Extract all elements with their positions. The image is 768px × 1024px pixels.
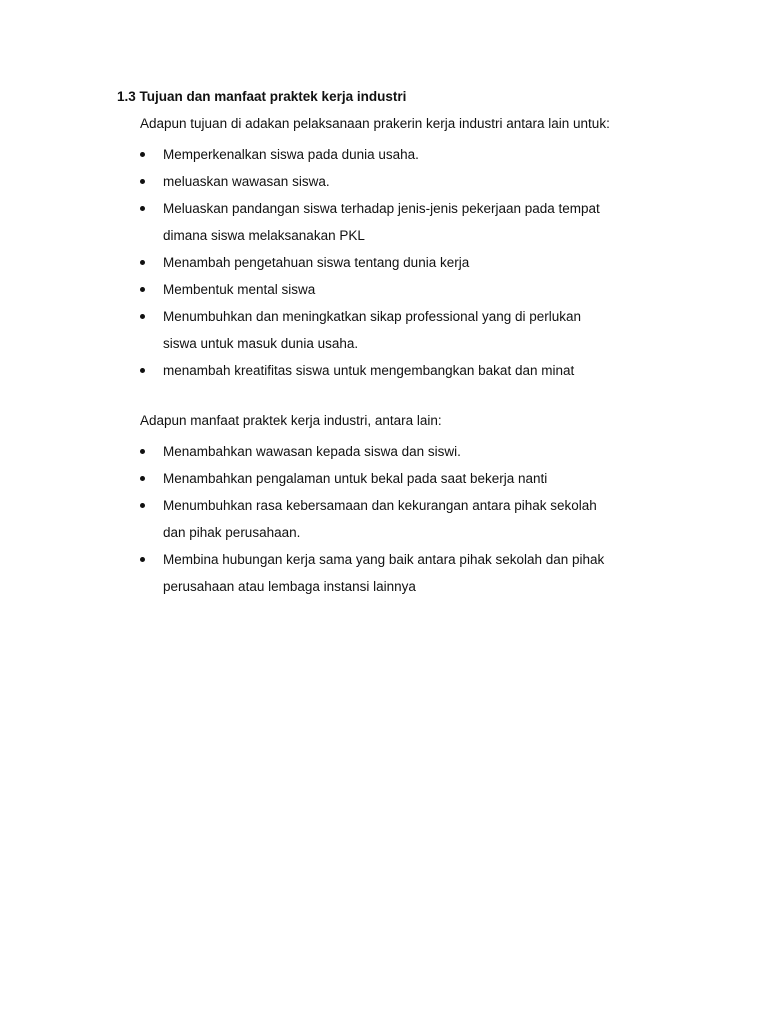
manfaat-list xyxy=(140,438,660,600)
list-item xyxy=(140,276,660,303)
list-item-text: Meluaskan pandangan siswa terhadap jenis-jenis pekerjaan pada tempat xyxy=(163,201,600,216)
list-item xyxy=(140,168,660,195)
list-item-text-continued: dimana siswa melaksanakan PKL xyxy=(163,228,365,243)
list-item-text: Menambah pengetahuan siswa tentang dunia kerja xyxy=(163,255,470,270)
bullet-icon xyxy=(140,260,145,265)
list-item-text: meluaskan wawasan siswa. xyxy=(163,174,330,189)
manfaat-intro: Adapun manfaat praktek kerja industri, antara lain: xyxy=(140,413,442,428)
bullet-icon xyxy=(140,206,145,211)
list-item-text-continued: perusahaan atau lembaga instansi lainnya xyxy=(163,579,416,594)
list-item xyxy=(140,438,660,465)
list-item-text: Menambahkan wawasan kepada siswa dan siswi. xyxy=(163,444,461,459)
list-item xyxy=(140,141,660,168)
list-item-text: Memperkenalkan siswa pada dunia usaha. xyxy=(163,147,419,162)
bullet-icon xyxy=(140,503,145,508)
bullet-icon xyxy=(140,449,145,454)
list-item-text-continued: siswa untuk masuk dunia usaha. xyxy=(163,336,359,351)
list-item-text: Menambahkan pengalaman untuk bekal pada saat bekerja nanti xyxy=(163,471,548,486)
list-item-text: Membentuk mental siswa xyxy=(163,282,316,297)
bullet-icon xyxy=(140,152,145,157)
list-item-text: Menumbuhkan dan meningkatkan sikap professional yang di perlukan xyxy=(163,309,582,324)
bullet-icon xyxy=(140,368,145,373)
bullet-icon xyxy=(140,476,145,481)
list-item-text-continued: dan pihak perusahaan. xyxy=(163,525,301,540)
list-item xyxy=(140,465,660,492)
list-item xyxy=(140,195,660,249)
list-item xyxy=(140,303,660,357)
list-item-text: Menumbuhkan rasa kebersamaan dan kekurangan antara pihak sekolah xyxy=(163,498,597,513)
list-item xyxy=(140,546,660,600)
bullet-icon xyxy=(140,179,145,184)
tujuan-intro: Adapun tujuan di adakan pelaksanaan prakerin kerja industri antara lain untuk: xyxy=(140,116,610,131)
list-item-text: Membina hubungan kerja sama yang baik antara pihak sekolah dan pihak xyxy=(163,552,605,567)
list-item xyxy=(140,492,660,546)
list-item xyxy=(140,249,660,276)
list-item-text: menambah kreatifitas siswa untuk mengembangkan bakat dan minat xyxy=(163,363,575,378)
section-heading: 1.3 Tujuan dan manfaat praktek kerja industri xyxy=(117,89,407,104)
bullet-icon xyxy=(140,314,145,319)
bullet-icon xyxy=(140,557,145,562)
bullet-icon xyxy=(140,287,145,292)
tujuan-list xyxy=(140,141,660,384)
list-item xyxy=(140,357,660,384)
